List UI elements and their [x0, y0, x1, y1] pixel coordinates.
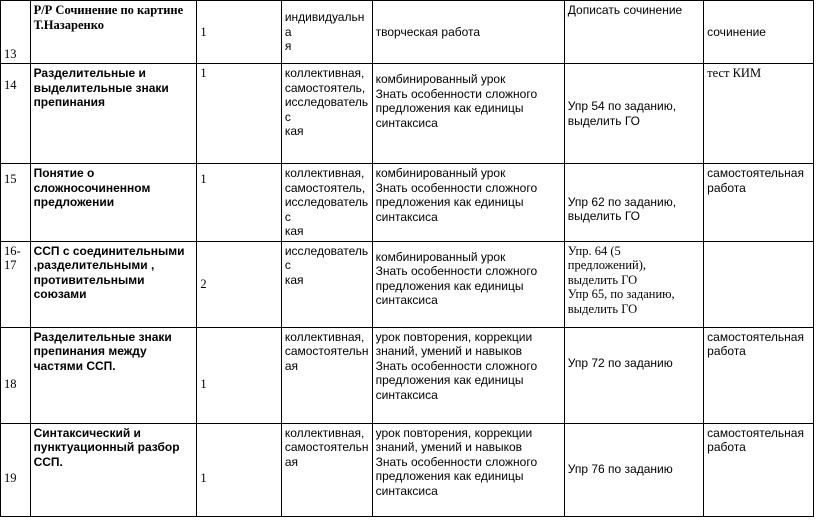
- lesson-control: самостоятельная работа: [704, 423, 814, 516]
- form-line: исследовательс: [284, 195, 369, 224]
- form-line: самостоятель,: [284, 80, 366, 95]
- form-line: исследовательс: [284, 95, 369, 124]
- table-row: [1, 241, 814, 327]
- type-line: синтаксиса: [375, 387, 438, 402]
- type-line: знаний, умений и навыков: [375, 440, 523, 454]
- topic-line: Т.Назаренко: [33, 17, 105, 32]
- lesson-type: [372, 164, 564, 242]
- form-line: кая: [284, 272, 304, 287]
- form-line: я: [284, 39, 292, 54]
- type-line: синтаксиса: [375, 293, 438, 307]
- form-line: ая: [284, 358, 298, 373]
- lesson-number: 13: [1, 1, 31, 64]
- topic-line: Понятие о: [33, 166, 95, 180]
- homework-line: предложений),: [567, 258, 647, 272]
- type-line: предложения как единицы: [375, 195, 524, 209]
- homework-line: выделить ГО: [567, 272, 638, 287]
- form-line: кая: [284, 224, 304, 238]
- form-line: коллективная,: [284, 425, 365, 440]
- type-line: урок повторения, коррекции: [375, 329, 533, 344]
- type-line: творческая работа: [375, 24, 481, 39]
- type-line: синтаксиса: [375, 209, 438, 224]
- topic-line: препинания между: [33, 344, 147, 358]
- lesson-number: 15: [1, 164, 31, 242]
- lesson-type: [372, 423, 564, 516]
- homework-line: Упр 65, по заданию,: [567, 287, 675, 301]
- lesson-number: 16-17: [1, 241, 31, 327]
- form-line: самостоятельн: [284, 440, 369, 454]
- type-line: Знать особенности сложного: [375, 86, 538, 101]
- topic-line: Р/Р Сочинение по картине: [33, 3, 184, 17]
- topic-line: ССП с соединительными: [33, 243, 185, 258]
- lesson-form: [281, 1, 372, 64]
- type-line: урок повторения, коррекции: [375, 425, 533, 440]
- table-row: [1, 1, 814, 64]
- type-line: предложения как единицы: [375, 101, 524, 115]
- topic-line: выделительные знаки: [33, 80, 169, 95]
- type-line: предложения как единицы: [375, 278, 524, 293]
- lesson-number: 18: [1, 327, 31, 423]
- topic-line: частями ССП.: [33, 358, 116, 373]
- homework-line: Упр 62 по заданию,: [567, 194, 677, 209]
- type-line: Знать особенности сложного: [375, 264, 538, 278]
- topic-line: сложносочиненном: [33, 180, 151, 195]
- type-line: синтаксиса: [375, 483, 438, 498]
- homework-line: Дописать сочинение: [567, 3, 683, 17]
- form-line: ая: [284, 454, 298, 469]
- form-line: кая: [284, 124, 304, 138]
- lesson-hours: 1: [197, 423, 281, 516]
- homework-line: Упр. 64 (5: [567, 243, 621, 258]
- form-line: самостоятельн: [284, 344, 369, 358]
- table-row: [1, 164, 814, 242]
- type-line: Знать особенности сложного: [375, 180, 538, 195]
- form-line: индивидуальна: [284, 10, 365, 39]
- lesson-control: самостоятельная работа: [704, 164, 814, 242]
- topic-line: предложении: [33, 195, 115, 209]
- lesson-form: [281, 64, 372, 164]
- lesson-form: [281, 423, 372, 516]
- lesson-homework: [564, 423, 703, 516]
- lesson-form: [281, 241, 372, 327]
- lesson-topic: [30, 241, 197, 327]
- lesson-type: [372, 64, 564, 164]
- lesson-number: 14: [1, 64, 31, 164]
- lesson-number: 19: [1, 423, 31, 516]
- homework-line: выделить ГО: [567, 209, 641, 224]
- topic-line: союзами: [33, 287, 87, 301]
- homework-line: выделить ГО: [567, 301, 638, 316]
- lesson-homework: [564, 1, 703, 64]
- topic-line: Синтаксический и: [33, 425, 141, 440]
- type-line: комбинированный урок: [375, 249, 506, 264]
- type-line: Знать особенности сложного: [375, 358, 538, 373]
- lesson-form: [281, 164, 372, 242]
- lesson-type: [372, 327, 564, 423]
- form-line: самостоятель,: [284, 180, 366, 195]
- type-line: комбинированный урок: [375, 72, 506, 86]
- homework-line: выделить ГО: [567, 113, 641, 128]
- homework-line: Упр 72 по заданию: [567, 355, 673, 370]
- homework-line: Упр 76 по заданию: [567, 461, 673, 476]
- type-line: комбинированный урок: [375, 166, 506, 180]
- type-line: синтаксиса: [375, 115, 438, 130]
- lesson-topic: [30, 64, 197, 164]
- form-line: коллективная,: [284, 66, 365, 80]
- lesson-topic: [30, 423, 197, 516]
- lesson-hours: 1: [197, 327, 281, 423]
- form-line: коллективная,: [284, 329, 365, 344]
- table-row: [1, 327, 814, 423]
- topic-line: Разделительные и: [33, 66, 146, 80]
- topic-line: пунктуационный разбор: [33, 440, 180, 454]
- form-line: исследовательс: [284, 243, 369, 272]
- type-line: предложения как единицы: [375, 373, 524, 387]
- topic-line: ,разделительными ,: [33, 258, 155, 272]
- topic-line: ССП.: [33, 454, 63, 469]
- topic-line: препинания: [33, 95, 105, 109]
- type-line: Знать особенности сложного: [375, 454, 538, 469]
- lesson-type: [372, 1, 564, 64]
- lesson-type: [372, 241, 564, 327]
- lesson-hours: 2: [197, 241, 281, 327]
- form-line: коллективная,: [284, 166, 365, 180]
- lesson-hours: 1: [197, 64, 281, 164]
- lesson-hours: 1: [197, 1, 281, 64]
- lesson-homework: [564, 64, 703, 164]
- table-row: [1, 64, 814, 164]
- lesson-topic: [30, 1, 197, 64]
- lesson-control: самостоятельная работа: [704, 327, 814, 423]
- homework-line: Упр 54 по заданию,: [567, 99, 677, 113]
- lesson-homework: [564, 164, 703, 242]
- lesson-control: сочинение: [704, 1, 814, 64]
- table-row: [1, 423, 814, 516]
- lesson-form: [281, 327, 372, 423]
- lesson-homework: [564, 327, 703, 423]
- lesson-hours: 1: [197, 164, 281, 242]
- lesson-control: тест КИМ: [704, 64, 814, 164]
- lesson-control: [704, 241, 814, 327]
- type-line: предложения как единицы: [375, 469, 524, 483]
- lesson-topic: [30, 327, 197, 423]
- lesson-homework: [564, 241, 703, 327]
- topic-line: противительными: [33, 272, 145, 287]
- type-line: знаний, умений и навыков: [375, 344, 523, 358]
- lesson-topic: [30, 164, 197, 242]
- topic-line: Разделительные знаки: [33, 329, 172, 344]
